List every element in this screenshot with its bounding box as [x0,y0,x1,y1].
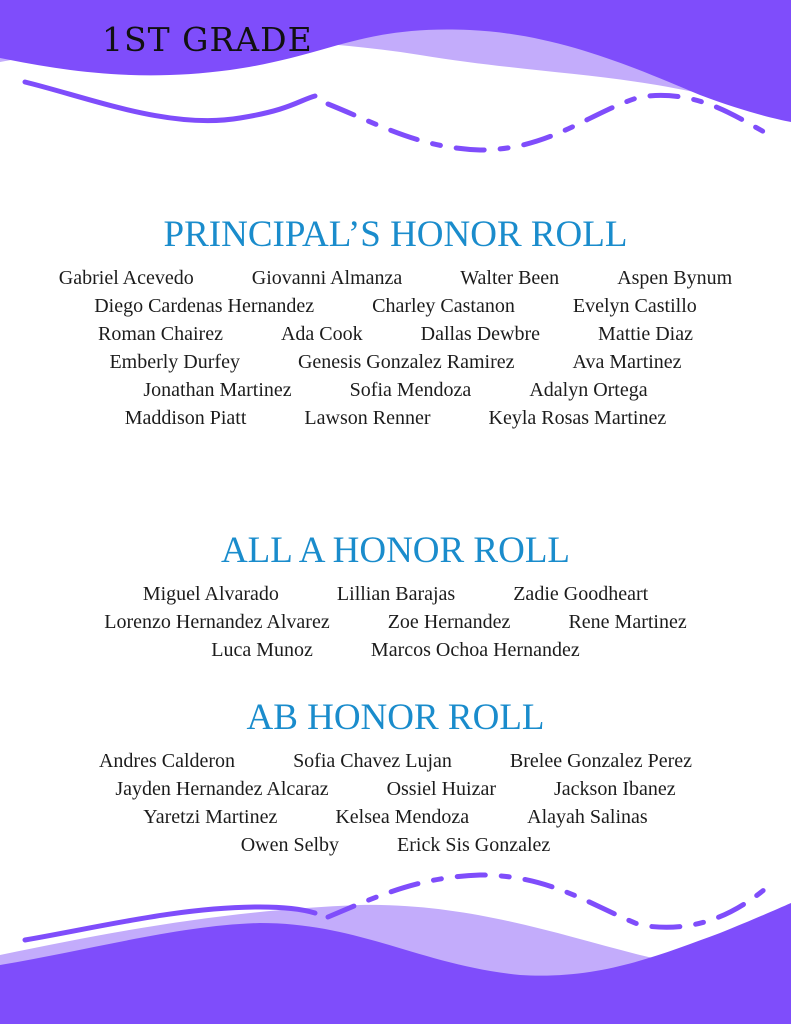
student-name: Rene Martinez [568,611,687,633]
name-row [0,404,791,432]
student-name: Luca Munoz [211,639,313,661]
name-row [0,803,791,831]
name-row [0,264,791,292]
name-list [0,747,791,859]
student-name: Ada Cook [280,323,363,345]
student-name: Giovanni Almanza [251,267,403,289]
student-name: Zadie Goodheart [513,583,649,605]
student-name: Jackson Ibanez [554,778,676,800]
student-name: Emberly Durfey [109,351,240,373]
name-row [0,747,791,775]
student-name: Miguel Alvarado [142,583,279,605]
student-name: Lorenzo Hernandez Alvarez [104,611,330,633]
student-name: Kelsea Mendoza [335,806,470,828]
student-name: Alayah Salinas [527,806,648,828]
student-name: Brelee Gonzalez Perez [509,750,693,772]
student-name: Roman Chairez [97,323,223,345]
student-name: Dallas Dewbre [420,323,541,345]
name-row [0,320,791,348]
name-row [0,348,791,376]
student-name: Charley Castanon [372,295,515,317]
student-name: Ava Martinez [572,351,682,373]
student-name: Lawson Renner [304,407,431,429]
name-row [0,636,791,664]
principals-honor-roll-section [0,212,791,432]
section-title: PRINCIPAL’S HONOR ROLL [163,214,628,255]
name-row [0,608,791,636]
student-name: Gabriel Acevedo [58,267,194,289]
student-name: Jayden Hernandez Alcaraz [115,778,329,800]
student-name: Mattie Diaz [598,323,693,345]
all-a-honor-roll-section [0,528,791,664]
student-name: Owen Selby [240,834,340,856]
student-name: Walter Been [460,267,560,289]
top-wave-dashed-line [25,82,315,121]
top-wave-dashes [328,95,770,150]
name-list [0,264,791,432]
student-name: Andres Calderon [98,750,236,772]
name-row [0,775,791,803]
student-name: Keyla Rosas Martinez [488,407,667,429]
bottom-wave-decoration [0,855,791,1024]
student-name: Evelyn Castillo [572,295,697,317]
student-name: Genesis Gonzalez Ramirez [297,351,515,373]
section-title: ALL A HONOR ROLL [220,530,571,571]
ab-honor-roll-section [0,695,791,859]
name-list [0,580,791,664]
student-name: Zoe Hernandez [387,611,511,633]
student-name: Diego Cardenas Hernandez [94,295,315,317]
student-name: Erick Sis Gonzalez [397,834,551,856]
student-name: Sofia Chavez Lujan [293,750,452,772]
student-name: Aspen Bynum [617,267,733,289]
student-name: Yaretzi Martinez [143,806,278,828]
student-name: Maddison Piatt [124,407,247,429]
student-name: Sofia Mendoza [349,379,472,401]
name-row [0,580,791,608]
grade-title: 1ST GRADE [102,20,313,59]
name-row [0,376,791,404]
section-title: AB HONOR ROLL [246,697,545,738]
name-row [0,292,791,320]
student-name: Marcos Ochoa Hernandez [370,639,580,661]
top-wave-dark-band [0,0,791,122]
student-name: Ossiel Huizar [386,778,496,800]
student-name: Jonathan Martinez [143,379,292,401]
student-name: Adalyn Ortega [529,379,648,401]
student-name: Lillian Barajas [336,583,456,605]
